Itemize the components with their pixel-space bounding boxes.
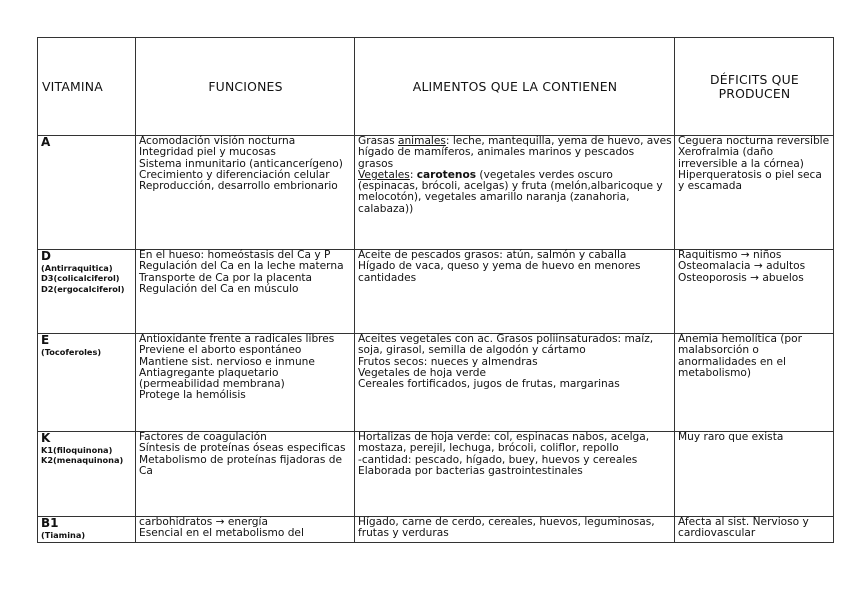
vitamin-subname: D2(ergocalciferol) [41, 283, 125, 294]
table-row-vitamin-b1 [38, 517, 834, 543]
deficit-item: Raquitismo → niños [678, 249, 782, 261]
funciones-cell [136, 334, 355, 432]
deficits-cell [675, 250, 834, 334]
alimento-item: Vegetales de hoja verde [358, 366, 486, 379]
vitamin-subname: K1(filoquinona) [41, 445, 113, 455]
vitamin-table [37, 37, 834, 543]
funcion-item: Antioxidante frente a radicales libres [139, 333, 335, 345]
funcion-item: Reproducción, desarrollo embrionario [139, 180, 338, 193]
funcion-item: Crecimiento y diferenciación celular [139, 168, 330, 181]
alimentos-cell [355, 517, 675, 543]
vitamin-subname: (Antirraquitica) [41, 263, 113, 273]
alimento-item: Hígado, carne de cerdo, cereales, huevos, leguminosas, frutas y verduras [358, 516, 658, 540]
alimentos-cell [355, 250, 675, 334]
deficit-item: Ceguera nocturna reversible [678, 135, 830, 147]
deficit-item: Afecta al sist. Nervioso y cardiovascular [678, 516, 813, 540]
funcion-item: Esencial en el metabolismo del [139, 527, 304, 540]
vitamin-subname: K2(menaquinona) [41, 455, 124, 466]
funcion-item: Antiagregante plaquetario (permeabilidad membrana) [139, 366, 285, 391]
funciones-cell [136, 517, 355, 543]
vitamin-cell [38, 250, 136, 334]
header-row [38, 38, 834, 136]
vitamin-cell [38, 517, 136, 543]
vitamin-cell [38, 334, 136, 432]
funcion-item: Mantiene sist. nervioso e inmune [139, 355, 315, 368]
header-deficits: DÉFICITS QUE PRODUCEN [675, 38, 834, 136]
vitamin-subname: (Tocoferoles) [41, 347, 102, 357]
vitamin-cell [38, 136, 136, 250]
vitamin-cell [38, 432, 136, 517]
alimento-item: Hígado de vaca, queso y yema de huevo en menores cantidades [358, 260, 644, 284]
table-row-vitamin-d [38, 250, 834, 334]
deficit-item: Xerofralmia (daño irreversible a la córnea) [678, 146, 804, 170]
alimento-item: Elaborada por bacterias gastrointestinales [358, 464, 583, 477]
alimento-item: -cantidad: pescado, hígado, buey, huevos y cereales [358, 453, 638, 466]
funcion-item: Transporte de Ca por la placenta [139, 271, 313, 284]
alimento-item: Hortalizas de hoja verde: col, espinacas nabos, acelga, mostaza, perejil, lechuga, brócoli, coliflor, repollo [358, 431, 653, 455]
funcion-item: Acomodación visión nocturna [139, 135, 296, 147]
alimentos-cell [355, 432, 675, 517]
alimento-item: Frutos secos: nueces y almendras [358, 355, 538, 368]
vitamin-name: E [41, 333, 50, 347]
header-alimentos: ALIMENTOS QUE LA CONTIENEN [355, 38, 675, 136]
funcion-item: Protege la hemólisis [139, 389, 246, 402]
grasas-text: : leche, mantequilla, yema de huevo, aves hígado de mamíferos, animales marinos y pescados grasos [358, 135, 675, 170]
table-row-vitamin-k [38, 432, 834, 517]
funcion-item: Metabolismo de proteínas fijadoras de Ca [139, 453, 346, 477]
header-funciones: FUNCIONES [136, 38, 355, 136]
table-row-vitamin-a [38, 136, 834, 250]
deficits-cell [675, 517, 834, 543]
funciones-cell [136, 136, 355, 250]
deficit-item: Anemia hemolítica (por malabsorción o anormalidades en el metabolismo) [678, 333, 806, 379]
deficit-item: Osteoporosis → abuelos [678, 271, 804, 284]
carotenos-bold: carotenos [416, 168, 477, 181]
vitamin-name: K [41, 431, 51, 445]
vegetales-label: Vegetales [358, 168, 410, 181]
deficits-cell [675, 136, 834, 250]
vitamin-name: B1 [41, 516, 59, 530]
alimento-item: Vegetales: carotenos (vegetales verdes oscuro (espinacas, brócoli, acelgas) y fruta (melón,albaricoque y melocotón), vegetales amarillo naranja (zanahoria, calabaza)) [358, 168, 667, 215]
funcion-item: Sistema inmunitario (anticancerígeno) [139, 157, 343, 170]
vegetales-text: (vegetales verdes oscuro (espinacas, brócoli, acelgas) y fruta (melón,albaricoque y melocotón), vegetales amarillo naranja (zanahoria, calabaza)) [358, 168, 667, 215]
alimento-item: Aceite de pescados grasos: atún, salmón y caballa [358, 249, 627, 261]
header-vitamina: VITAMINA [38, 38, 136, 136]
grasas-underlined: animales [397, 135, 446, 147]
vitamin-name: D [41, 249, 51, 263]
funciones-cell [136, 250, 355, 334]
funcion-item: carbohidratos → energía [139, 516, 268, 528]
funciones-cell [136, 432, 355, 517]
funcion-item: Regulación del Ca en la leche materna [139, 260, 344, 273]
funcion-item: Síntesis de proteínas óseas especificas [139, 442, 346, 455]
vitamin-subname: D3(colicalciferol) [41, 273, 120, 284]
alimento-item: Cereales fortificados, jugos de frutas, margarinas [358, 378, 620, 391]
funcion-item: Previene el aborto espontáneo [139, 344, 302, 357]
table-row-vitamin-e [38, 334, 834, 432]
grasas-label: Grasas [358, 135, 395, 147]
deficit-item: Osteomalacia → adultos [678, 260, 806, 273]
vitamin-name: A [41, 135, 51, 149]
funcion-item: Factores de coagulación [139, 431, 267, 443]
deficit-item: Hiperqueratosis o piel seca y escamada [678, 168, 826, 193]
alimentos-cell [355, 136, 675, 250]
alimento-item: Aceites vegetales con ac. Grasos poliinsaturados: maíz, soja, girasol, semilla de algodón y cártamo [358, 333, 657, 357]
funcion-item: En el hueso: homeóstasis del Ca y P [139, 249, 331, 261]
deficit-item: Muy raro que exista [678, 431, 784, 443]
deficits-cell [675, 334, 834, 432]
funcion-item: Regulación del Ca en músculo [139, 282, 299, 295]
funcion-item: Integridad piel y mucosas [139, 146, 276, 159]
alimentos-cell [355, 334, 675, 432]
alimento-item [358, 135, 675, 170]
deficits-cell [675, 432, 834, 517]
vitamin-subname: (Tiamina) [41, 530, 86, 540]
